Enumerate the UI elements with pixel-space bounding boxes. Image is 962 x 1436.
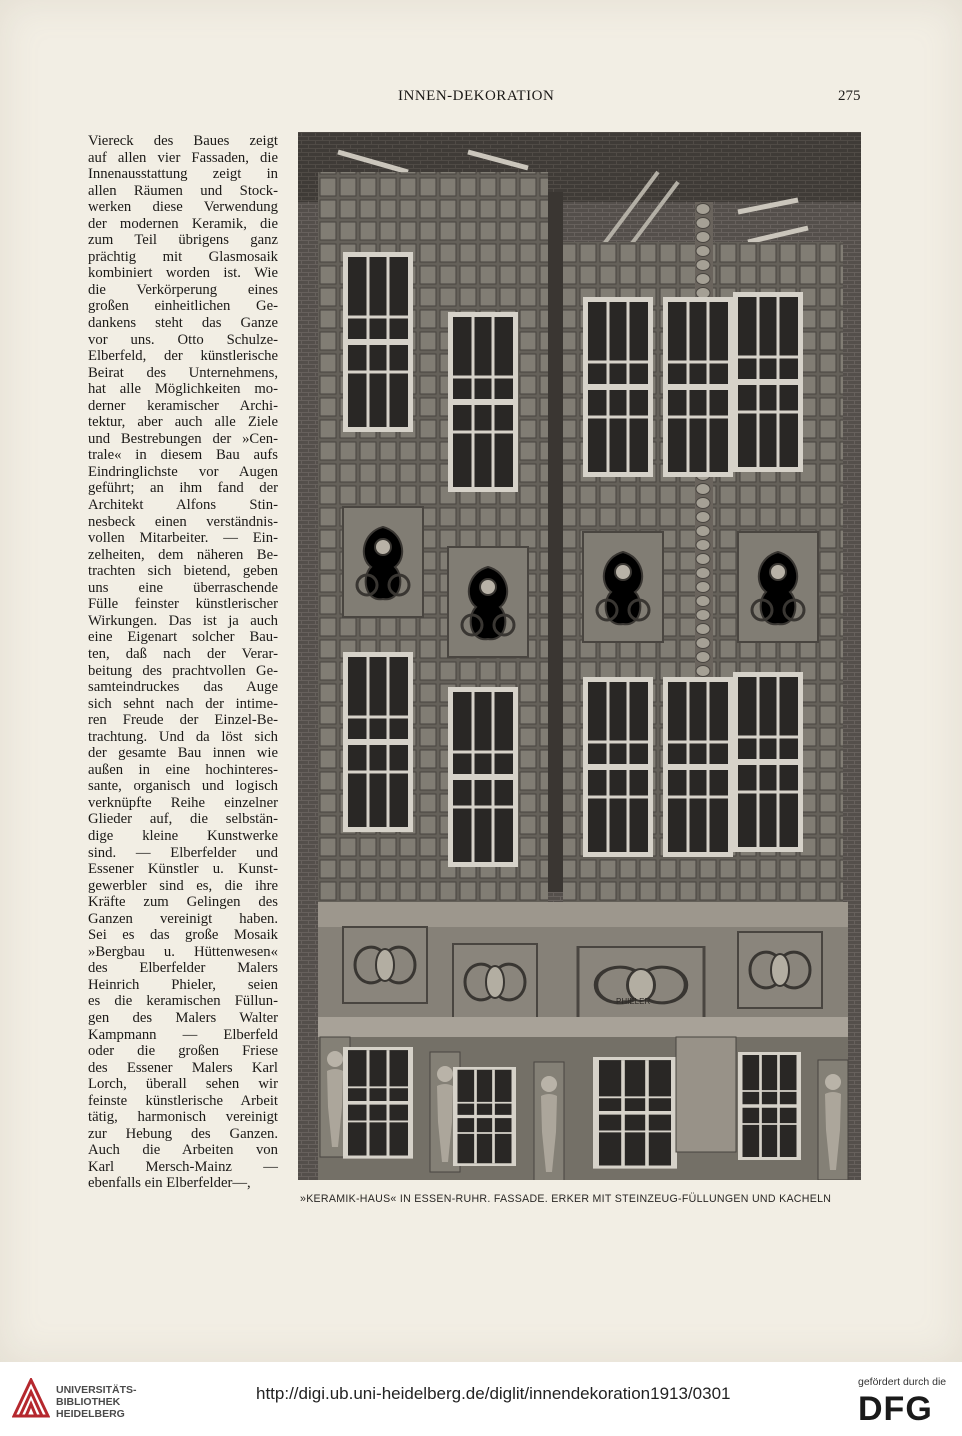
- body-text-line: sich sehnt nach der intime-: [88, 695, 278, 712]
- body-text-line: Viereck des Baues zeigt: [88, 133, 278, 149]
- body-text-line: allen Räumen und Stock-: [88, 182, 278, 199]
- facade-photograph: [298, 132, 861, 1180]
- body-text-line: Eindringlichste vor Augen: [88, 463, 278, 480]
- body-text-line: derner keramischer Archi-: [88, 397, 278, 414]
- body-text-line: zur Hebung des Ganzen.: [88, 1125, 278, 1142]
- body-text-line: oder die großen Friese: [88, 1043, 278, 1060]
- body-text-line: Sei es das große Mosaik: [88, 927, 278, 944]
- frieze-inscription: PHIELER: [616, 997, 651, 1006]
- body-text-line: sante, organisch und logisch: [88, 778, 278, 795]
- body-text-line: zelheiten, dem näheren Be-: [88, 546, 278, 563]
- body-text-line: gen des Malers Walter: [88, 1009, 278, 1026]
- body-text-line: der modernen Keramik, die: [88, 215, 278, 232]
- body-text-line: ebenfalls ein Elberfelder—,: [88, 1175, 251, 1192]
- body-text-line: gewerbler sind es, die ihre: [88, 877, 278, 894]
- facade-illustration: [298, 132, 861, 1180]
- body-text-column: [88, 133, 278, 1192]
- body-text-line: »Bergbau u. Hüttenwesen«: [88, 943, 278, 960]
- dfg-logo: DFG: [858, 1390, 933, 1428]
- body-text-line: außen in eine hochinteres-: [88, 761, 278, 778]
- body-text-line: trale« in diesem Bau aufs: [88, 447, 278, 464]
- body-text-line: Beirat des Unternehmens,: [88, 364, 278, 381]
- body-text-line: des Elberfelder Malers: [88, 960, 278, 977]
- body-text-line: Fülle feinster künstlerischer: [88, 596, 278, 613]
- page-number: 275: [838, 88, 861, 104]
- body-text-line: des Essener Malers Karl: [88, 1059, 278, 1076]
- body-text-line: Kräfte zum Gelingen des: [88, 894, 278, 911]
- body-text-line: tektur, aber auch alle Ziele: [88, 414, 278, 431]
- body-text-line: Glieder auf, die selbstän-: [88, 811, 278, 828]
- body-text-line: sind. — Elberfelder und: [88, 844, 278, 861]
- body-text-line: dige kleine Kunstwerke: [88, 827, 278, 844]
- body-text-line: nesbeck einen verständnis-: [88, 513, 278, 530]
- body-text-line: samteindruckes das Auge: [88, 679, 278, 696]
- institution-name: [56, 1384, 137, 1420]
- body-text-line: und Bestrebungen der »Cen-: [88, 430, 278, 447]
- body-text-line: werken diese Verwendung: [88, 199, 278, 216]
- body-text-line: Kampmann — Elberfeld: [88, 1026, 278, 1043]
- body-text-line: trachtung. Und da löst sich: [88, 728, 278, 745]
- body-text-line: Architekt Alfons Stin-: [88, 497, 278, 514]
- body-text-line: Karl Mersch-Mainz —: [88, 1158, 278, 1175]
- university-library-logo-icon: [12, 1378, 50, 1418]
- supported-by-label: gefördert durch die: [858, 1376, 947, 1388]
- body-text-line: tätig, harmonisch vereinigt: [88, 1109, 278, 1126]
- body-text-line: ren Freude der Einzel-Be-: [88, 712, 278, 729]
- body-text-line: geführt; an ihm fand der: [88, 480, 278, 497]
- digitization-footer: [0, 1362, 962, 1436]
- body-text-line: uns eine überraschende: [88, 579, 278, 596]
- body-text-line: Elberfeld, der künstlerische: [88, 348, 278, 365]
- body-text-line: Lorch, überall sehen wir: [88, 1076, 278, 1093]
- body-text-line: der gesamte Bau innen wie: [88, 745, 278, 762]
- body-text-line: die Verkörperung eines: [88, 281, 278, 298]
- body-text-line: hat alle Möglichkeiten mo-: [88, 381, 278, 398]
- body-text-line: Ganzen vereinigt haben.: [88, 910, 278, 927]
- body-text-line: eine Eigenart solcher Bau-: [88, 629, 278, 646]
- body-text-line: prächtig mit Glasmosaik: [88, 248, 278, 265]
- body-text-line: vor uns. Otto Schulze-: [88, 331, 278, 348]
- body-text-line: Innenausstattung zeigt in: [88, 166, 278, 183]
- body-text-line: feinste künstlerische Arbeit: [88, 1092, 278, 1109]
- body-text-line: vollen Mitarbeiter. — Ein-: [88, 530, 278, 547]
- body-text-line: verknüpfte Reihe einzelner: [88, 794, 278, 811]
- body-text-line: großen einheitlichen Ge-: [88, 298, 278, 315]
- institution-line: HEIDELBERG: [56, 1408, 125, 1420]
- body-text-line: es die keramischen Füllun-: [88, 993, 278, 1010]
- running-head: INNEN-DEKORATION: [398, 88, 555, 104]
- body-text-line: ten, daß nach der Verar-: [88, 645, 278, 662]
- body-text-line: auf allen vier Fassaden, die: [88, 149, 278, 166]
- body-text-line: zum Teil übrigens ganz: [88, 232, 278, 249]
- body-text-line: trachten sich bietend, geben: [88, 563, 278, 580]
- institution-line: BIBLIOTHEK: [56, 1396, 121, 1408]
- body-text-line: Heinrich Phieler, seien: [88, 976, 278, 993]
- digitization-url-link[interactable]: http://digi.ub.uni-heidelberg.de/diglit/innendekoration1913/0301: [256, 1384, 731, 1403]
- body-text-line: kombiniert worden ist. Wie: [88, 265, 278, 282]
- institution-line: UNIVERSITÄTS-: [56, 1384, 137, 1396]
- figure-caption: »KERAMIK-HAUS« IN ESSEN-RUHR. FASSADE. ERKER MIT STEINZEUG-FÜLLUNGEN UND KACHELN: [300, 1193, 832, 1205]
- body-text-line: beitung des prachtvollen Ge-: [88, 662, 278, 679]
- body-text-line: Auch die Arbeiten von: [88, 1142, 278, 1159]
- body-text-line: dankens steht das Ganze: [88, 315, 278, 332]
- body-text-line: Essener Künstler u. Kunst-: [88, 861, 278, 878]
- body-text-line: Wirkungen. Das ist ja auch: [88, 612, 278, 629]
